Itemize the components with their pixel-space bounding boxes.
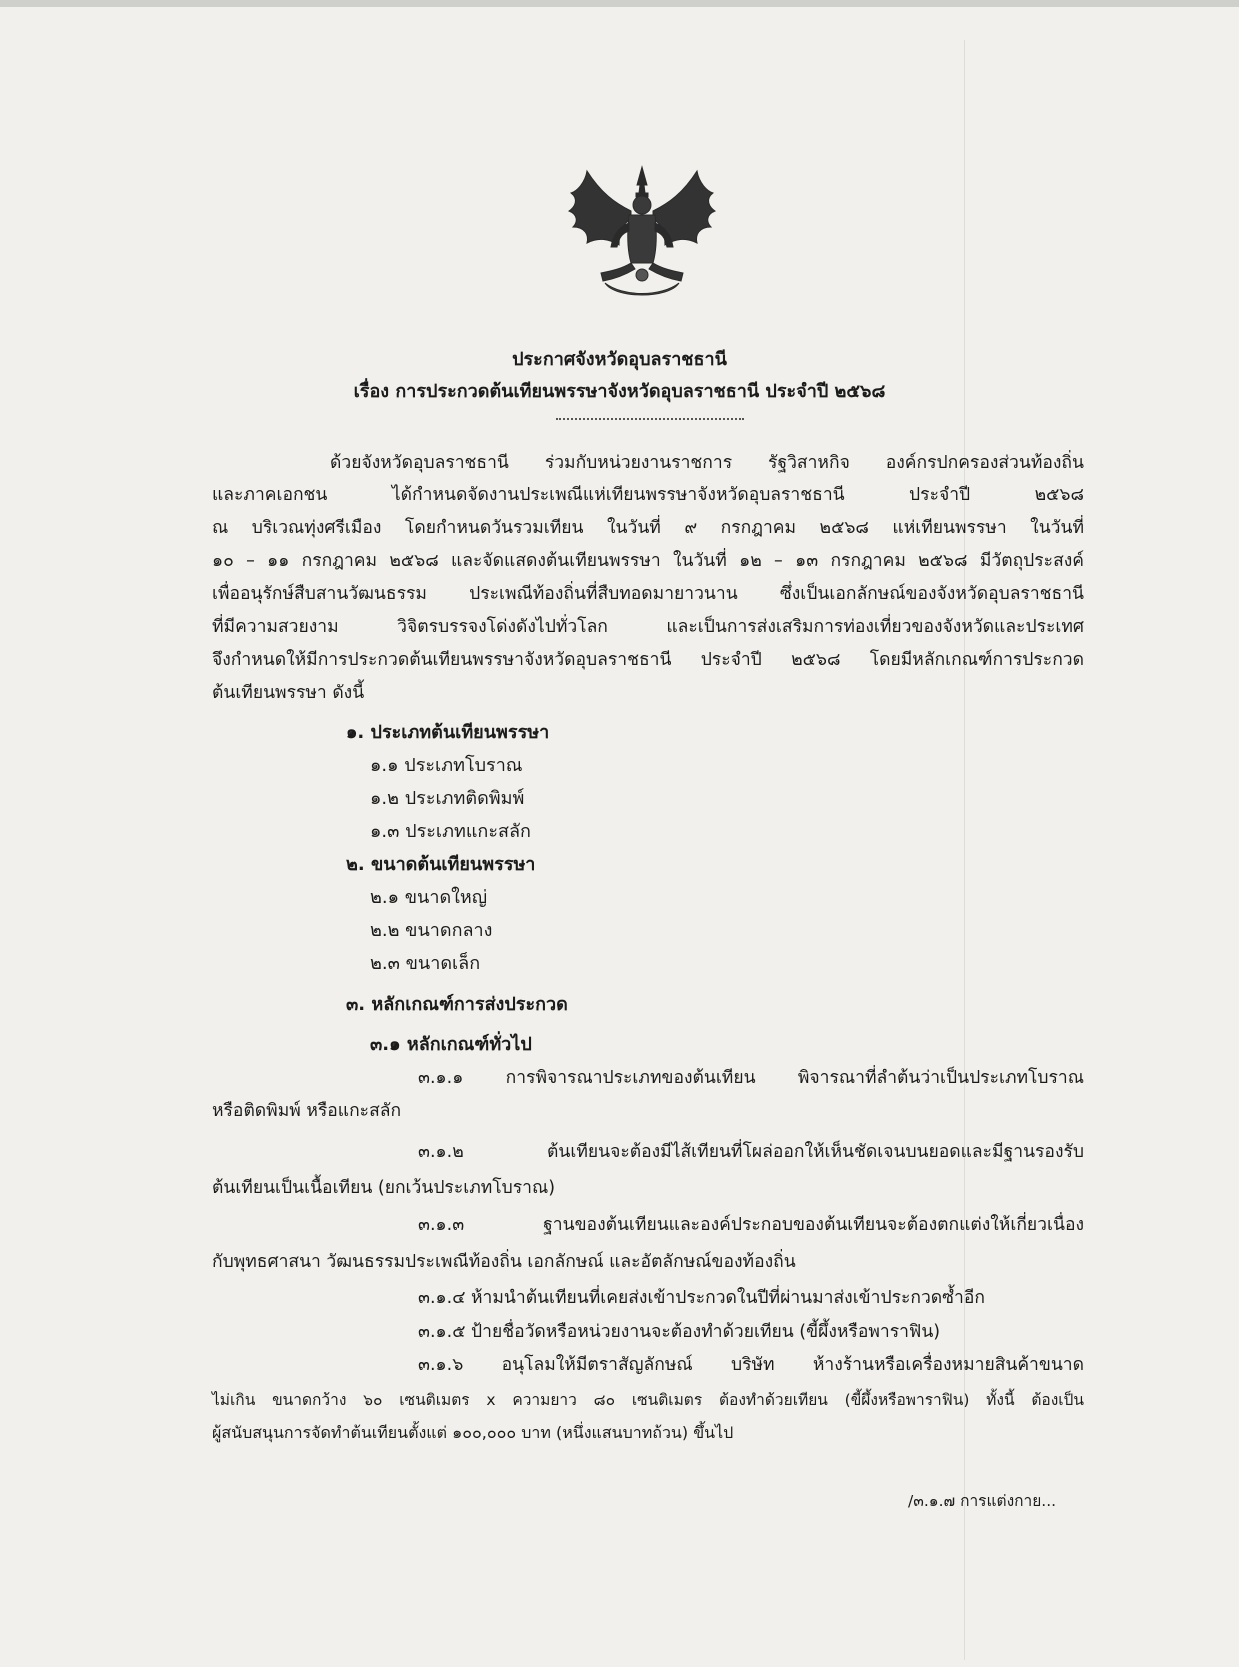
section-heading: ๒. ขนาดต้นเทียนพรรษา <box>346 854 536 875</box>
intro-line: และภาคเอกชน ได้กำหนดจัดงานประเพณีแห่เทียนพรรษาจังหวัดอุบลราชธานี ประจำปี ๒๕๖๘ <box>212 485 1084 505</box>
intro-line: ๑๐ – ๑๑ กรกฎาคม ๒๕๖๘ และจัดแสดงต้นเทียนพรรษา ในวันที่ ๑๒ – ๑๓ กรกฎาคม ๒๕๖๘ มีวัตถุประสงค์ <box>212 551 1084 571</box>
intro-line: ณ บริเวณทุ่งศรีเมือง โดยกำหนดวันรวมเทียน ในวันที่ ๙ กรกฎาคม ๒๕๖๘ แห่เทียนพรรษา ในวันที่ <box>212 518 1084 538</box>
criterion-line: ไม่เกิน ขนาดกว้าง ๖๐ เซนติเมตร x ความยาว ๘๐ เซนติเมตร ต้องทำด้วยเทียน (ขี้ผึ้งหรือพาราฟิน) ทั้งนี้ ต้องเป็น <box>212 1391 1084 1409</box>
scan-top-edge <box>0 0 1239 7</box>
list-item: ๒.๑ ขนาดใหญ่ <box>370 887 488 908</box>
criterion-line: กับพุทธศาสนา วัฒนธรรมประเพณีท้องถิ่น เอกลักษณ์ และอัตลักษณ์ของท้องถิ่น <box>212 1252 796 1272</box>
continuation-note: /๓.๑.๗ การแต่งกาย... <box>908 1492 1057 1510</box>
intro-line: ที่มีความสวยงาม วิจิตรบรรจงโด่งดังไปทั่วโลก และเป็นการส่งเสริมการท่องเที่ยวของจังหวัดและประเทศ <box>212 617 1084 637</box>
intro-line: เพื่ออนุรักษ์สืบสานวัฒนธรรม ประเพณีท้องถิ่นที่สืบทอดมายาวนาน ซึ่งเป็นเอกลักษณ์ของจังหวัดอุบลราชธานี <box>212 584 1084 604</box>
intro-line: จึงกำหนดให้มีการประกวดต้นเทียนพรรษาจังหวัดอุบลราชธานี ประจำปี ๒๕๖๘ โดยมีหลักเกณฑ์การประกวด <box>212 650 1084 670</box>
list-item: ๑.๓ ประเภทแกะสลัก <box>370 821 531 842</box>
criterion-line: ๓.๑.๒ ต้นเทียนจะต้องมีไส้เทียนที่โผล่ออกให้เห็นชัดเจนบนยอดและมีฐานรองรับ <box>418 1142 1084 1162</box>
criterion-line: ๓.๑.๖ อนุโลมให้มีตราสัญลักษณ์ บริษัท ห้างร้านหรือเครื่องหมายสินค้าขนาด <box>418 1355 1084 1375</box>
criterion-line: ๓.๑.๕ ป้ายชื่อวัดหรือหน่วยงานจะต้องทำด้วยเทียน (ขี้ผึ้งหรือพาราฟิน) <box>418 1322 941 1342</box>
section-heading: ๓. หลักเกณฑ์การส่งประกวด <box>346 994 568 1015</box>
criterion-line: ๓.๑.๔ ห้ามนำต้นเทียนที่เคยส่งเข้าประกวดในปีที่ผ่านมาส่งเข้าประกวดซ้ำอีก <box>418 1288 985 1308</box>
criterion-line: ผู้สนับสนุนการจัดทำต้นเทียนตั้งแต่ ๑๐๐,๐๐๐ บาท (หนึ่งแสนบาทถ้วน) ขึ้นไป <box>212 1423 734 1442</box>
section-heading: ๑. ประเภทต้นเทียนพรรษา <box>346 722 550 743</box>
criterion-line: ๓.๑.๓ ฐานของต้นเทียนและองค์ประกอบของต้นเทียนจะต้องตกแต่งให้เกี่ยวเนื่อง <box>418 1215 1084 1235</box>
title-divider <box>556 418 744 420</box>
list-item: ๒.๒ ขนาดกลาง <box>370 920 493 941</box>
list-item: ๑.๒ ประเภทติดพิมพ์ <box>370 788 525 809</box>
list-item: ๒.๓ ขนาดเล็ก <box>370 953 481 974</box>
criterion-line: ๓.๑.๑ การพิจารณาประเภทของต้นเทียน พิจารณาที่ลำต้นว่าเป็นประเภทโบราณ <box>418 1068 1084 1088</box>
announcement-subject: เรื่อง การประกวดต้นเทียนพรรษาจังหวัดอุบลราชธานี ประจำปี ๒๕๖๘ <box>353 381 886 402</box>
intro-line: ด้วยจังหวัดอุบลราชธานี ร่วมกับหน่วยงานราชการ รัฐวิสาหกิจ องค์กรปกครองส่วนท้องถิ่น <box>330 453 1084 473</box>
subsection-heading: ๓.๑ หลักเกณฑ์ทั่วไป <box>370 1034 532 1055</box>
list-item: ๑.๑ ประเภทโบราณ <box>370 755 523 776</box>
announcement-title: ประกาศจังหวัดอุบลราชธานี <box>512 349 727 370</box>
criterion-line: ต้นเทียนเป็นเนื้อเทียน (ยกเว้นประเภทโบราณ) <box>212 1178 556 1198</box>
criterion-line: หรือติดพิมพ์ หรือแกะสลัก <box>212 1101 402 1121</box>
garuda-emblem-icon <box>565 163 720 305</box>
scan-fold-line <box>964 40 965 1660</box>
intro-line: ต้นเทียนพรรษา ดังนี้ <box>212 683 365 703</box>
